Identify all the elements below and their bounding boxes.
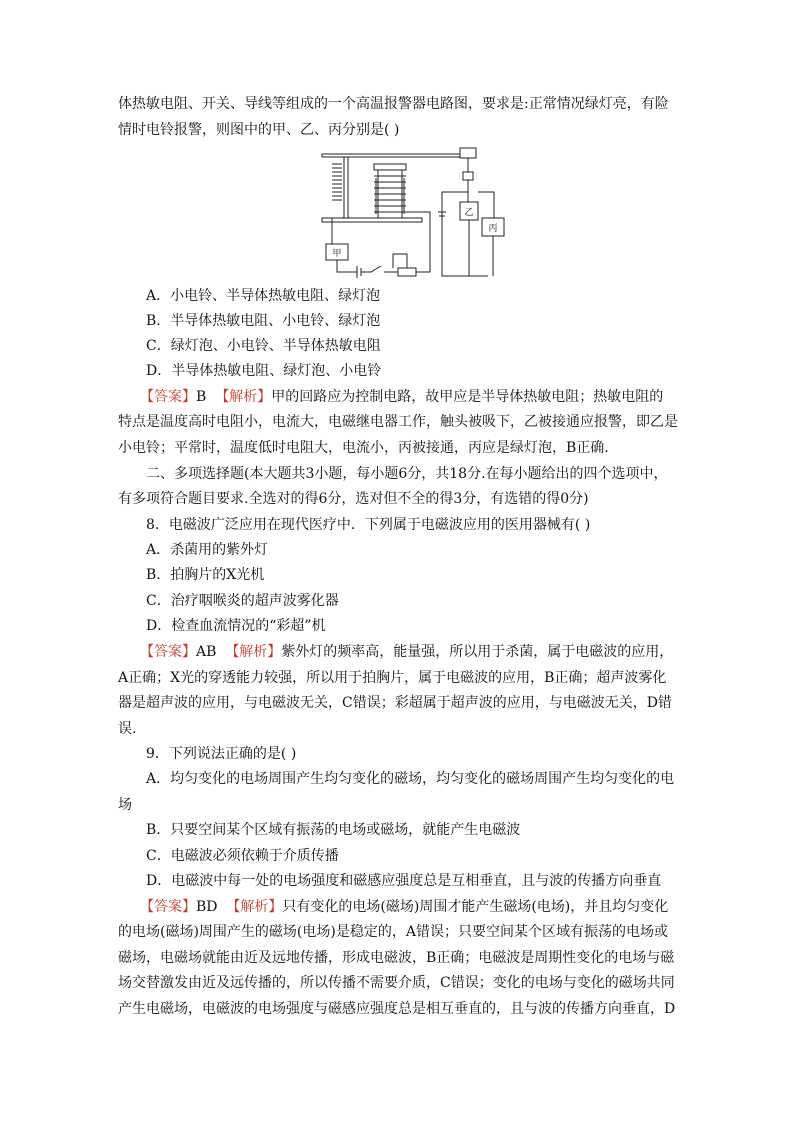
q8-analysis-line-1: 紫外灯的频率高，能量强，所以用于杀菌，属于电磁波的应用， (281, 644, 674, 660)
q9-analysis-line-4: 场交替激发由近及远传播的，所以传播不需要介质，C错误；变化的电场与变化的磁场共同 (118, 975, 675, 991)
section2-line-2: 有多项符合题目要求.全选对的得6分，选对但不全的得3分，有选错的得0分) (118, 491, 589, 507)
q7-analysis-line-1: 甲的回路应为控制电路，故甲应是半导体热敏电阻；热敏电阻的 (271, 389, 664, 405)
analysis-tag: 【解析】 (226, 899, 283, 915)
rheostat (398, 268, 416, 276)
q9-option-c: C．电磁波必须依赖于介质传播 (146, 848, 339, 864)
answer-tag: 【答案】 (140, 899, 196, 915)
q7-analysis-line-3: 小电铃；平常时，温度低时电阻大，电流小，丙被接通，丙应是绿灯泡，B正确. (118, 440, 609, 456)
q9-option-a: A．均匀变化的电场周围产生均匀变化的磁场，均匀变化的磁场周围产生均匀变化的电 (146, 771, 675, 787)
q8-analysis-line-2: A正确；X光的穿透能力较强，所以用于拍胸片，属于电磁波的应用，B正确；超声波雾化 (118, 670, 667, 686)
label-bing: 丙 (488, 224, 498, 234)
intro-line-1: 体热敏电阻、开关、导线等组成的一个高温报警器电路图，要求是:正常情况绿灯亮，有险 (118, 96, 669, 112)
q7-answer: B (196, 389, 207, 405)
q7-analysis-line-2: 特点是温度高时电阻小，电流大，电磁继电器工作，触头被吸下，乙被接通应报警，即乙是 (118, 414, 678, 430)
q8-option-d: D．检查血流情况的“彩超”机 (146, 618, 326, 634)
q7-answer-line (140, 388, 663, 406)
q8-option-a: A．杀菌用的紫外灯 (146, 542, 269, 558)
q7-option-d: D．半导体热敏电阻、绿灯泡、小电铃 (146, 363, 382, 379)
q7-option-b: B．半导体热敏电阻、小电铃、绿灯泡 (146, 313, 381, 329)
q8-analysis-line-3: 器是超声波的应用，与电磁波无关，C错误；彩超属于超声波的应用，与电磁波无关，D错 (118, 695, 672, 711)
circuit-diagram (318, 146, 508, 278)
intro-line-2: 情时电铃报警，则图中的甲、乙、丙分别是( ) (118, 122, 400, 138)
pivot-box (460, 148, 476, 158)
q8-analysis-line-4: 误. (118, 721, 137, 737)
label-yi: 乙 (464, 208, 474, 218)
q9-option-a-cont: 场 (118, 797, 132, 813)
section2-line-1: 二、多项选择题(本大题共3小题，每小题6分，共18分.在每小题给出的四个选项中， (146, 466, 668, 482)
answer-tag: 【答案】 (140, 389, 196, 405)
q8-option-c: C．治疗咽喉炎的超声波雾化器 (146, 593, 339, 609)
q9-analysis-line-5: 产生电磁场，电磁波的电场强度与磁感应强度总是相互垂直的，且与波的传播方向垂直，D (118, 1001, 676, 1017)
base-plate (322, 218, 422, 222)
q8-answer: AB (196, 644, 217, 660)
contact-top (463, 172, 473, 180)
q9-stem: 9．下列说法正确的是( ) (146, 746, 297, 762)
switch (361, 266, 381, 272)
q7-option-a: A．小电铃、半导体热敏电阻、绿灯泡 (146, 288, 381, 304)
circuit-diagram-svg (318, 146, 508, 278)
q9-analysis-line-2: 的电场(磁场)周围产生的磁场(电场)是稳定的，A错误；只要空间某个区域有振荡的电场或 (118, 924, 668, 940)
analysis-tag: 【解析】 (225, 644, 282, 660)
spring (332, 164, 342, 200)
q9-option-d: D．电磁波中每一处的电场强度和磁感应强度总是互相垂直，且与波的传播方向垂直 (146, 873, 662, 889)
q9-analysis-line-1: 只有变化的电场(磁场)周围才能产生磁场(电场)，并且均匀变化 (282, 899, 669, 915)
q8-stem: 8．电磁波广泛应用在现代医疗中．下列属于电磁波应用的医用器械有( ) (146, 517, 591, 533)
label-jia: 甲 (332, 249, 342, 259)
q8-option-b: B．拍胸片的X光机 (146, 567, 265, 583)
q7-option-c: C．绿灯泡、小电铃、半导体热敏电阻 (146, 338, 381, 354)
q9-option-b: B．只要空间某个区域有振荡的电场或磁场，就能产生电磁波 (146, 822, 521, 838)
q9-analysis-line-3: 磁场，电磁场就能由近及远地传播，形成电磁波，B正确；电磁波是周期性变化的电场与磁 (118, 950, 675, 966)
q9-answer-line (140, 898, 668, 916)
q9-answer: BD (196, 899, 218, 915)
q8-answer-line (140, 643, 673, 661)
analysis-tag: 【解析】 (215, 389, 272, 405)
answer-tag: 【答案】 (140, 644, 196, 660)
battery (357, 266, 361, 278)
armature-lever (322, 154, 472, 157)
